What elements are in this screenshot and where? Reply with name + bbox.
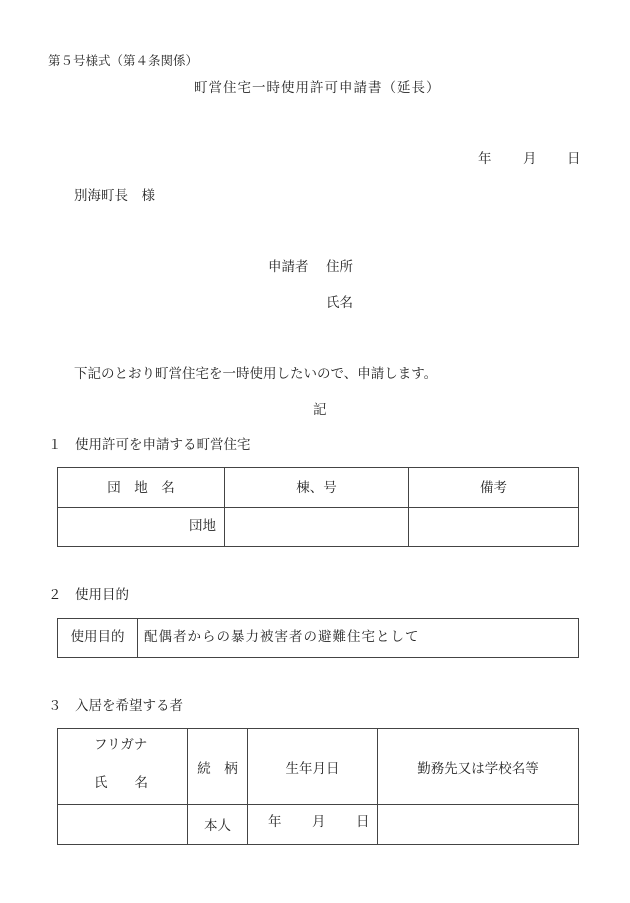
date-year-label: 年 <box>478 151 492 167</box>
ki-heading: 記 <box>313 402 327 418</box>
header-relation: 続 柄 <box>188 729 248 805</box>
birth-year-label: 年 <box>268 814 282 830</box>
relation-cell: 本人 <box>188 805 248 845</box>
header-birthdate: 生年月日 <box>248 729 378 805</box>
header-remarks: 備考 <box>409 468 579 508</box>
danchi-name-cell: 団地 <box>58 508 225 547</box>
header-furigana: フリガナ <box>94 737 148 753</box>
applicant-name-label: 氏名 <box>326 295 353 311</box>
section3-title: ３ 入居を希望する者 <box>48 698 183 714</box>
header-name: 氏 名 <box>94 775 148 791</box>
applicant-address-label: 住所 <box>326 259 353 275</box>
addressee: 別海町長 様 <box>74 188 155 204</box>
birthdate-cell <box>248 805 378 845</box>
header-building-number: 棟、号 <box>225 468 409 508</box>
header-furigana-name <box>58 729 188 805</box>
header-workplace: 勤務先又は学校名等 <box>378 729 579 805</box>
purpose-table <box>57 618 579 658</box>
purpose-label: 使用目的 <box>58 619 138 658</box>
workplace-cell <box>378 805 579 845</box>
section1-title: １ 使用許可を申請する町営住宅 <box>48 437 251 453</box>
birth-month-label: 月 <box>312 814 326 830</box>
header-danchi-name: 団 地 名 <box>58 468 225 508</box>
date-day-label: 日 <box>567 151 581 167</box>
applicant-label: 申請者 <box>268 259 309 275</box>
building-number-cell <box>225 508 409 547</box>
request-statement: 下記のとおり町営住宅を一時使用したいので、申請します。 <box>74 366 438 382</box>
form-number: 第５号様式（第４条関係） <box>48 53 199 68</box>
section2-title: ２ 使用目的 <box>48 587 129 603</box>
birth-day-label: 日 <box>356 814 370 830</box>
resident-name-cell <box>58 805 188 845</box>
housing-table <box>57 467 579 547</box>
remarks-cell <box>409 508 579 547</box>
purpose-value: 配偶者からの暴力被害者の避難住宅として <box>138 619 579 658</box>
date-month-label: 月 <box>523 151 537 167</box>
resident-table <box>57 728 579 845</box>
document-title: 町営住宅一時使用許可申請書（延長） <box>194 80 441 96</box>
